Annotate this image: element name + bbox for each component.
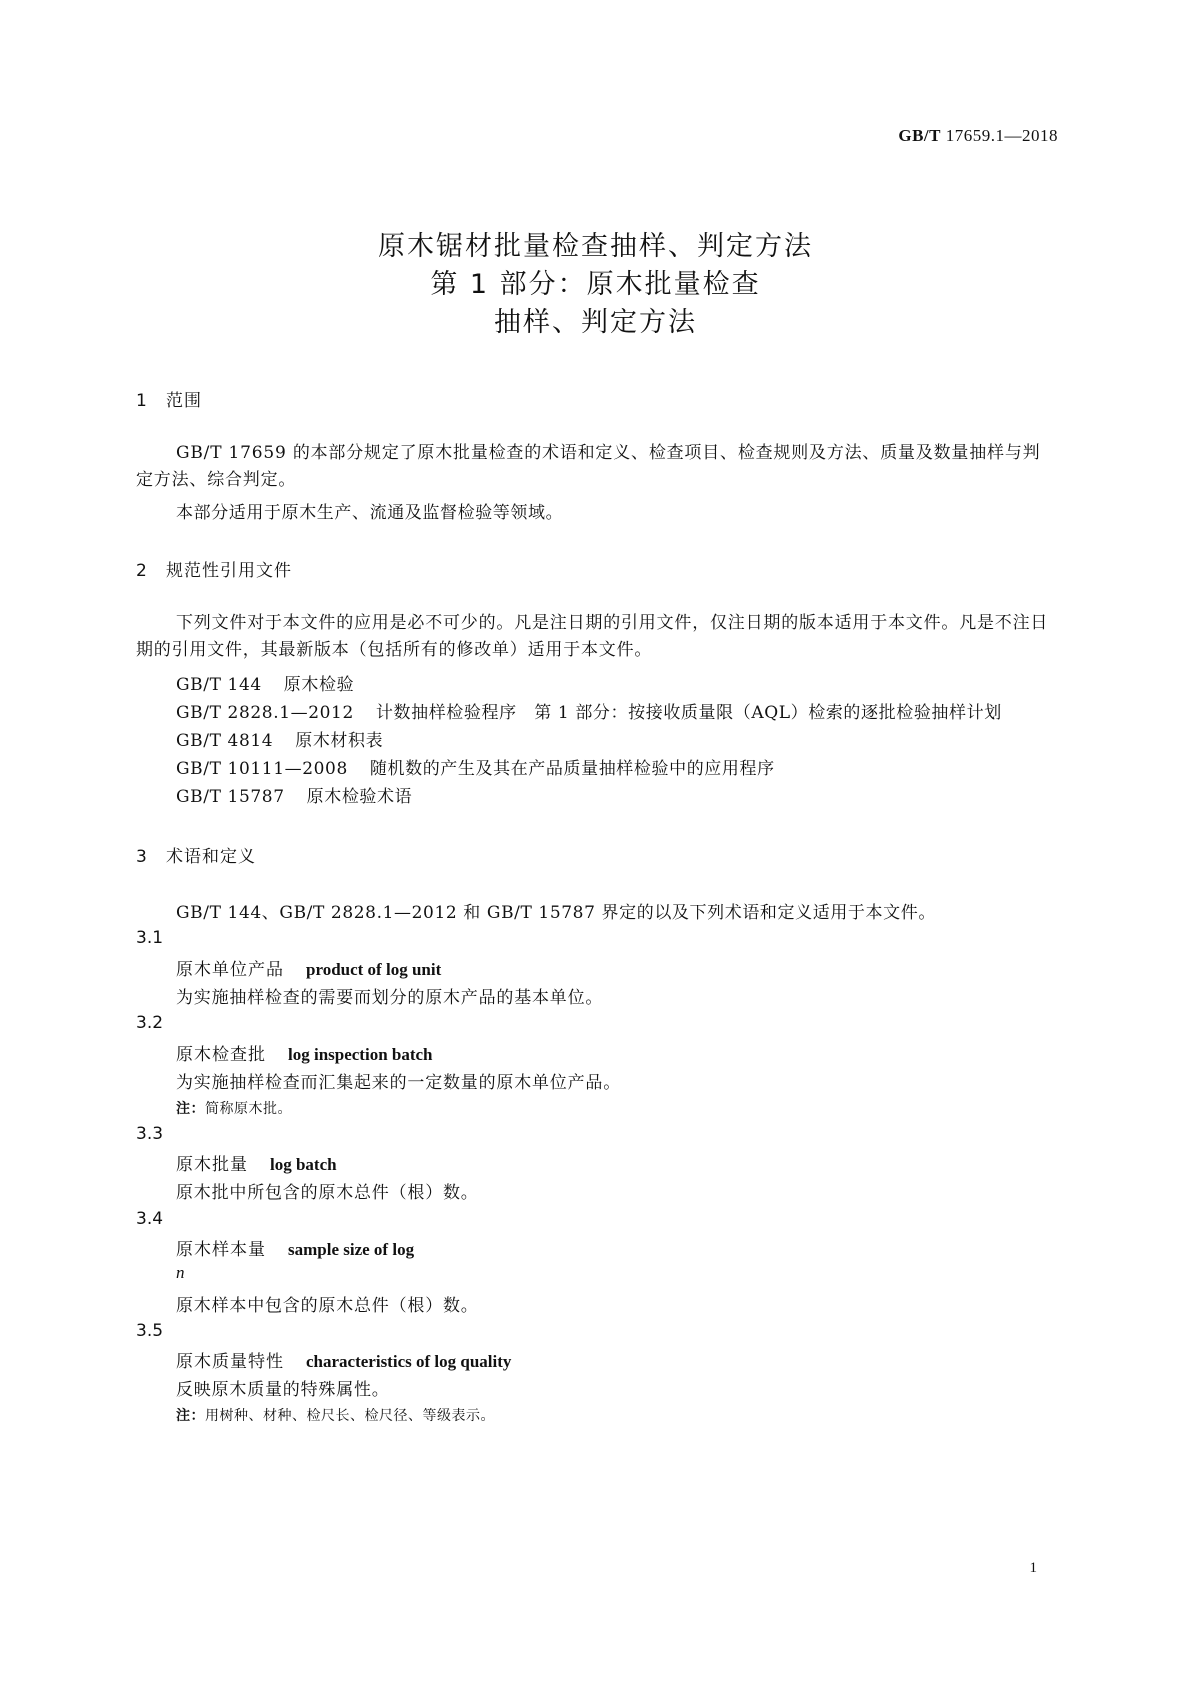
term-note: 注：用树种、材种、检尺长、检尺径、等级表示。 <box>176 1408 495 1424</box>
section-3-heading: 3 术语和定义 <box>136 847 256 867</box>
term-note: 注：简称原木批。 <box>176 1101 292 1117</box>
section-1-paragraph-1: GB/T 17659 的本部分规定了原木批量检查的术语和定义、检查项目、检查规则及方法、质量及数量抽样与判定方法、综合判定。 <box>136 443 1041 490</box>
reference-item: GB/T 2828.1—2012 计数抽样检验程序 第 1 部分：按接收质量限（AQL）检索的逐批检验抽样计划 <box>176 703 1002 723</box>
section-3-intro: GB/T 144、GB/T 2828.1—2012 和 GB/T 15787 界定的以及下列术语和定义适用于本文件。 <box>176 903 936 923</box>
page-number: 1 <box>1029 1560 1037 1576</box>
reference-item: GB/T 4814 原木材积表 <box>176 731 384 751</box>
term-name: 原木质量特性 characteristics of log quality <box>176 1352 512 1372</box>
term-number: 3.3 <box>136 1124 164 1144</box>
standard-code: GB/T 17659.1—2018 <box>898 126 1058 145</box>
term-name: 原木检查批 log inspection batch <box>176 1045 433 1065</box>
term-name: 原木样本量 sample size of log <box>176 1240 415 1260</box>
term-definition: 原木样本中包含的原木总件（根）数。 <box>176 1296 479 1316</box>
term-definition: 为实施抽样检查的需要而划分的原木产品的基本单位。 <box>176 988 604 1008</box>
term-number: 3.1 <box>136 928 164 948</box>
term-definition: 原木批中所包含的原木总件（根）数。 <box>176 1183 479 1203</box>
title-line-2: 第 1 部分：原木批量检查 <box>430 269 761 300</box>
reference-item: GB/T 144 原木检验 <box>176 675 355 695</box>
reference-item: GB/T 15787 原木检验术语 <box>176 787 413 807</box>
term-name: 原木批量 log batch <box>176 1155 337 1175</box>
term-symbol: n <box>176 1263 185 1282</box>
section-1-heading: 1 范围 <box>136 391 202 411</box>
section-2-heading: 2 规范性引用文件 <box>136 561 292 581</box>
term-name: 原木单位产品 product of log unit <box>176 960 442 980</box>
title-line-1: 原木锯材批量检查抽样、判定方法 <box>378 231 813 262</box>
section-1-paragraph-2: 本部分适用于原木生产、流通及监督检验等领域。 <box>176 503 564 523</box>
reference-item: GB/T 10111—2008 随机数的产生及其在产品质量抽样检验中的应用程序 <box>176 759 775 779</box>
term-definition: 反映原木质量的特殊属性。 <box>176 1380 390 1400</box>
title-line-3: 抽样、判定方法 <box>494 307 697 338</box>
document-title <box>0 228 1191 342</box>
term-number: 3.4 <box>136 1209 164 1229</box>
section-2-intro: 下列文件对于本文件的应用是必不可少的。凡是注日期的引用文件，仅注日期的版本适用于本文件。凡是不注日期的引用文件，其最新版本（包括所有的修改单）适用于本文件。 <box>136 613 1049 660</box>
term-definition: 为实施抽样检查而汇集起来的一定数量的原木单位产品。 <box>176 1073 621 1093</box>
term-number: 3.5 <box>136 1321 164 1341</box>
term-number: 3.2 <box>136 1013 164 1033</box>
